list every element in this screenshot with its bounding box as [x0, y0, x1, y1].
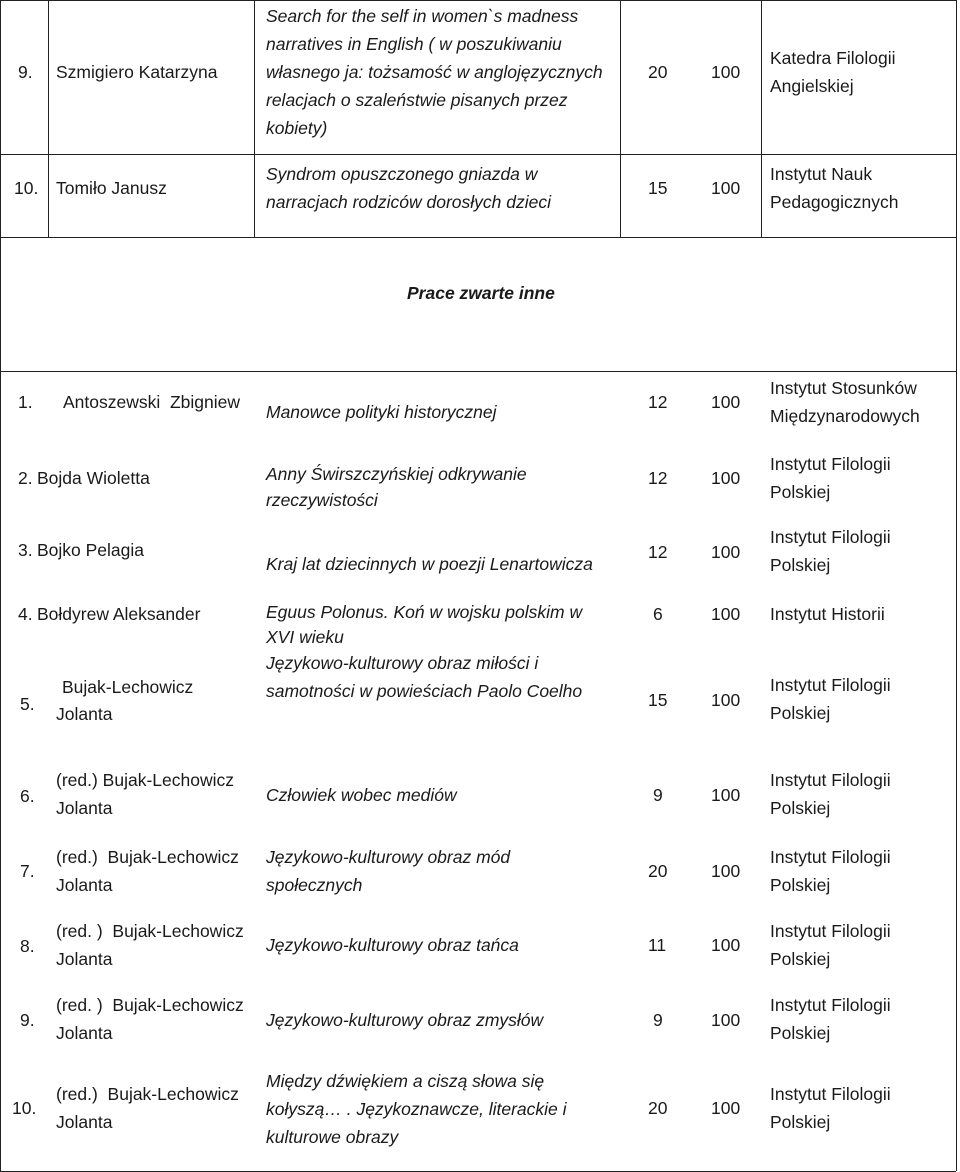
title-line: Językowo-kulturowy obraz miłości i	[266, 653, 539, 673]
row-number: 5.	[20, 694, 35, 714]
title-line: Językowo-kulturowy obraz mód	[266, 847, 511, 867]
title-line: kobiety)	[266, 118, 328, 138]
unit-line: Instytut Historii	[770, 604, 885, 624]
unit-line: Polskiej	[770, 555, 831, 575]
unit-line: Polskiej	[770, 1112, 831, 1132]
unit-line: Instytut Stosunków	[770, 378, 917, 398]
title-line: Eguus Polonus. Koń w wojsku polskim w	[266, 602, 583, 622]
copies-count: 100	[711, 468, 741, 488]
copies-count: 100	[711, 62, 741, 82]
unit-line: Instytut Filologii	[770, 995, 891, 1015]
author-name: Szmigiero Katarzyna	[56, 62, 218, 82]
unit-line: Angielskiej	[770, 76, 854, 96]
title-line: XVI wieku	[266, 627, 344, 647]
title-line: rzeczywistości	[266, 490, 378, 510]
title-line: społecznych	[266, 875, 363, 895]
copies-count: 100	[711, 1010, 741, 1030]
unit-line: Polskiej	[770, 482, 831, 502]
sheets-count: 20	[648, 1098, 668, 1118]
row-number: 9.	[18, 62, 33, 82]
row-number: 4.	[18, 604, 33, 624]
table-rule	[0, 0, 956, 1]
unit-line: Instytut Filologii	[770, 454, 891, 474]
unit-line: Instytut Filologii	[770, 770, 891, 790]
sheets-count: 20	[648, 62, 668, 82]
author-name: (red. ) Bujak-Lechowicz	[56, 921, 244, 941]
copies-count: 100	[711, 785, 741, 805]
copies-count: 100	[711, 604, 741, 624]
row-number: 3.	[18, 540, 33, 560]
author-name: Jolanta	[56, 704, 113, 724]
unit-line: Międzynarodowych	[770, 406, 920, 426]
table-rule	[254, 0, 255, 237]
unit-line: Instytut Filologii	[770, 675, 891, 695]
sheets-count: 12	[648, 468, 668, 488]
title-line: narracjach rodziców dorosłych dzieci	[266, 192, 551, 212]
title-line: Kraj lat dziecinnych w poezji Lenartowicza	[266, 554, 593, 574]
row-number: 9.	[20, 1010, 35, 1030]
author-name: (red.) Bujak-Lechowicz	[56, 770, 234, 790]
title-line: Search for the self in women`s madness	[266, 6, 579, 26]
sheets-count: 11	[648, 935, 667, 955]
unit-line: Polskiej	[770, 949, 831, 969]
title-line: narratives in English ( w poszukiwaniu	[266, 34, 562, 54]
sheets-count: 9	[653, 1010, 663, 1030]
unit-line: Pedagogicznych	[770, 192, 899, 212]
row-number: 8.	[20, 936, 35, 956]
table-rule	[956, 0, 957, 1171]
row-number: 7.	[20, 861, 35, 881]
author-name: Tomiło Janusz	[56, 178, 167, 198]
section-heading: Prace zwarte inne	[407, 283, 555, 303]
author-name: Bujak-Lechowicz	[62, 677, 194, 697]
title-line: Językowo-kulturowy obraz zmysłów	[266, 1010, 544, 1030]
author-name: Antoszewski Zbigniew	[63, 392, 241, 412]
copies-count: 100	[711, 392, 741, 412]
author-name: Bojda Wioletta	[37, 468, 150, 488]
author-name: Jolanta	[56, 798, 113, 818]
table-rule	[0, 371, 956, 372]
sheets-count: 15	[648, 690, 668, 710]
title-line: kołyszą… . Językoznawcze, literackie i	[266, 1099, 567, 1119]
row-number: 2.	[18, 468, 33, 488]
author-name: (red.) Bujak-Lechowicz	[56, 847, 239, 867]
unit-line: Polskiej	[770, 875, 831, 895]
unit-line: Polskiej	[770, 798, 831, 818]
author-name: Bołdyrew Aleksander	[37, 604, 201, 624]
unit-line: Instytut Filologii	[770, 527, 891, 547]
title-line: relacjach o szaleństwie pisanych przez	[266, 90, 568, 110]
unit-line: Instytut Filologii	[770, 1084, 891, 1104]
title-line: samotności w powieściach Paolo Coelho	[266, 681, 583, 701]
row-number: 1.	[18, 392, 33, 412]
author-name: Jolanta	[56, 949, 113, 969]
author-name: Jolanta	[56, 875, 113, 895]
title-line: własnego ja: tożsamość w anglojęzycznych	[266, 62, 603, 82]
sheets-count: 9	[653, 785, 663, 805]
sheets-count: 12	[648, 542, 668, 562]
title-line: Manowce polityki historycznej	[266, 402, 497, 422]
unit-line: Katedra Filologii	[770, 48, 896, 68]
unit-line: Instytut Filologii	[770, 847, 891, 867]
author-name: (red.) Bujak-Lechowicz	[56, 1084, 239, 1104]
title-line: Anny Świrszczyńskiej odkrywanie	[266, 464, 527, 484]
unit-line: Instytut Nauk	[770, 164, 873, 184]
table-rule	[761, 0, 762, 237]
author-name: Bojko Pelagia	[37, 540, 145, 560]
table-rule	[48, 0, 49, 237]
unit-line: Polskiej	[770, 703, 831, 723]
sheets-count: 15	[648, 178, 668, 198]
copies-count: 100	[711, 690, 741, 710]
title-line: Człowiek wobec mediów	[266, 785, 457, 805]
copies-count: 100	[711, 861, 741, 881]
copies-count: 100	[711, 935, 741, 955]
unit-line: Instytut Filologii	[770, 921, 891, 941]
table-rule	[0, 237, 956, 238]
author-name: (red. ) Bujak-Lechowicz	[56, 995, 244, 1015]
unit-line: Polskiej	[770, 1023, 831, 1043]
table-rule	[0, 0, 1, 1171]
copies-count: 100	[711, 178, 741, 198]
title-line: Językowo-kulturowy obraz tańca	[266, 935, 519, 955]
row-number: 10.	[14, 178, 39, 198]
author-name: Jolanta	[56, 1112, 113, 1132]
row-number: 10.	[12, 1098, 37, 1118]
author-name: Jolanta	[56, 1023, 113, 1043]
sheets-count: 12	[648, 392, 668, 412]
title-line: kulturowe obrazy	[266, 1127, 399, 1147]
row-number: 6.	[20, 786, 35, 806]
sheets-count: 6	[653, 604, 663, 624]
title-line: Syndrom opuszczonego gniazda w	[266, 164, 538, 184]
title-line: Między dźwiękiem a ciszą słowa się	[266, 1071, 545, 1091]
copies-count: 100	[711, 1098, 741, 1118]
copies-count: 100	[711, 542, 741, 562]
sheets-count: 20	[648, 861, 668, 881]
table-rule	[620, 0, 621, 237]
table-rule	[0, 154, 956, 155]
